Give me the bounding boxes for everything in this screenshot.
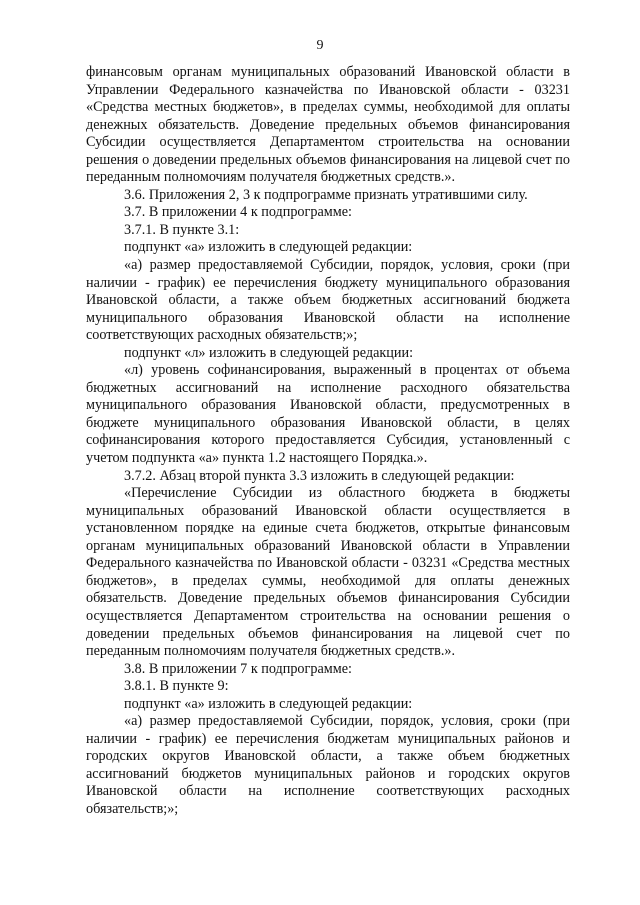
paragraph-subpoint-a-intro: подпункт «а» изложить в следующей редакции: [124,239,413,256]
paragraph-subpoint-a-text: «а) размер предоставляемой Субсидии, порядок, условия, сроки (при наличии - график) ее перечисления бюджету муниципального образования Ивановской области, а также объем бюджетных ассигнований бюджета муниципального образования Ивановской области на исполнение соответствующих расходных обязательств;»; [86,257,570,344]
paragraph-subpoint-a-text-2: «а) размер предоставляемой Субсидии, порядок, условия, сроки (при наличии - график) ее перечисления бюджетам муниципальных районов и городских округов Ивановской области, а также объем бюджетных ассигнований бюджетов муниципальных районов и городских округов Ивановской области на исполнение соответствующих расходных обязательств;»; [86,713,570,817]
paragraph-subpoint-l-intro: подпункт «л» изложить в следующей редакции: [124,344,414,361]
page-number: 9 [316,38,324,53]
document-body [86,64,570,819]
paragraph-transfer-text: «Перечисление Субсидии из областного бюджета в бюджеты муниципальных образований Ивановской области осуществляется в установленном порядке на единые счета бюджетов, открытые финансовым органам муниципальных образований Ивановской области в Управлении Федерального казначейства по Ивановской области - 03231 «Средства местных бюджетов», в пределах суммы, необходимой для оплаты денежных обязательств. Доведение предельных объемов финансирования Субсидии осуществляется Департаментом строительства на основании решения о доведении предельных объемов финансирования на лицевой счет по переданным полномочиям получателя бюджетных средств.». [86,485,570,660]
paragraph-3-6: 3.6. Приложения 2, 3 к подпрограмме признать утратившими силу. [124,186,528,203]
paragraph-3-8: 3.8. В приложении 7 к подпрограмме: [124,660,352,677]
paragraph-3-7-2: 3.7.2. Абзац второй пункта 3.3 изложить в следующей редакции: [124,467,515,484]
paragraph-continuation: финансовым органам муниципальных образований Ивановской области в Управлении Федерального казначейства по Ивановской области - 03231 «Средства местных бюджетов», в пределах суммы, необходимой для оплаты денежных обязательств. Доведение предельных объемов финансирования Субсидии осуществляется Департаментом строительства на основании решения о доведении предельных объемов финансирования на лицевой счет по переданным полномочиям получателя бюджетных средств.». [86,64,570,186]
paragraph-3-7: 3.7. В приложении 4 к подпрограмме: [124,204,352,221]
paragraph-3-8-1: 3.8.1. В пункте 9: [124,678,229,695]
paragraph-3-7-1: 3.7.1. В пункте 3.1: [124,221,240,238]
paragraph-subpoint-l-text: «л) уровень софинансирования, выраженный в процентах от объема бюджетных ассигнований на исполнение расходного обязательства муниципального образования Ивановской области, предусмотренных в бюджете муниципального образования Ивановской области, в целях софинансирования которого предоставляется Субсидия, установленный с учетом подпункта «а» пункта 1.2 настоящего Порядка.». [86,362,570,467]
paragraph-subpoint-a-intro-2: подпункт «а» изложить в следующей редакции: [124,695,413,712]
